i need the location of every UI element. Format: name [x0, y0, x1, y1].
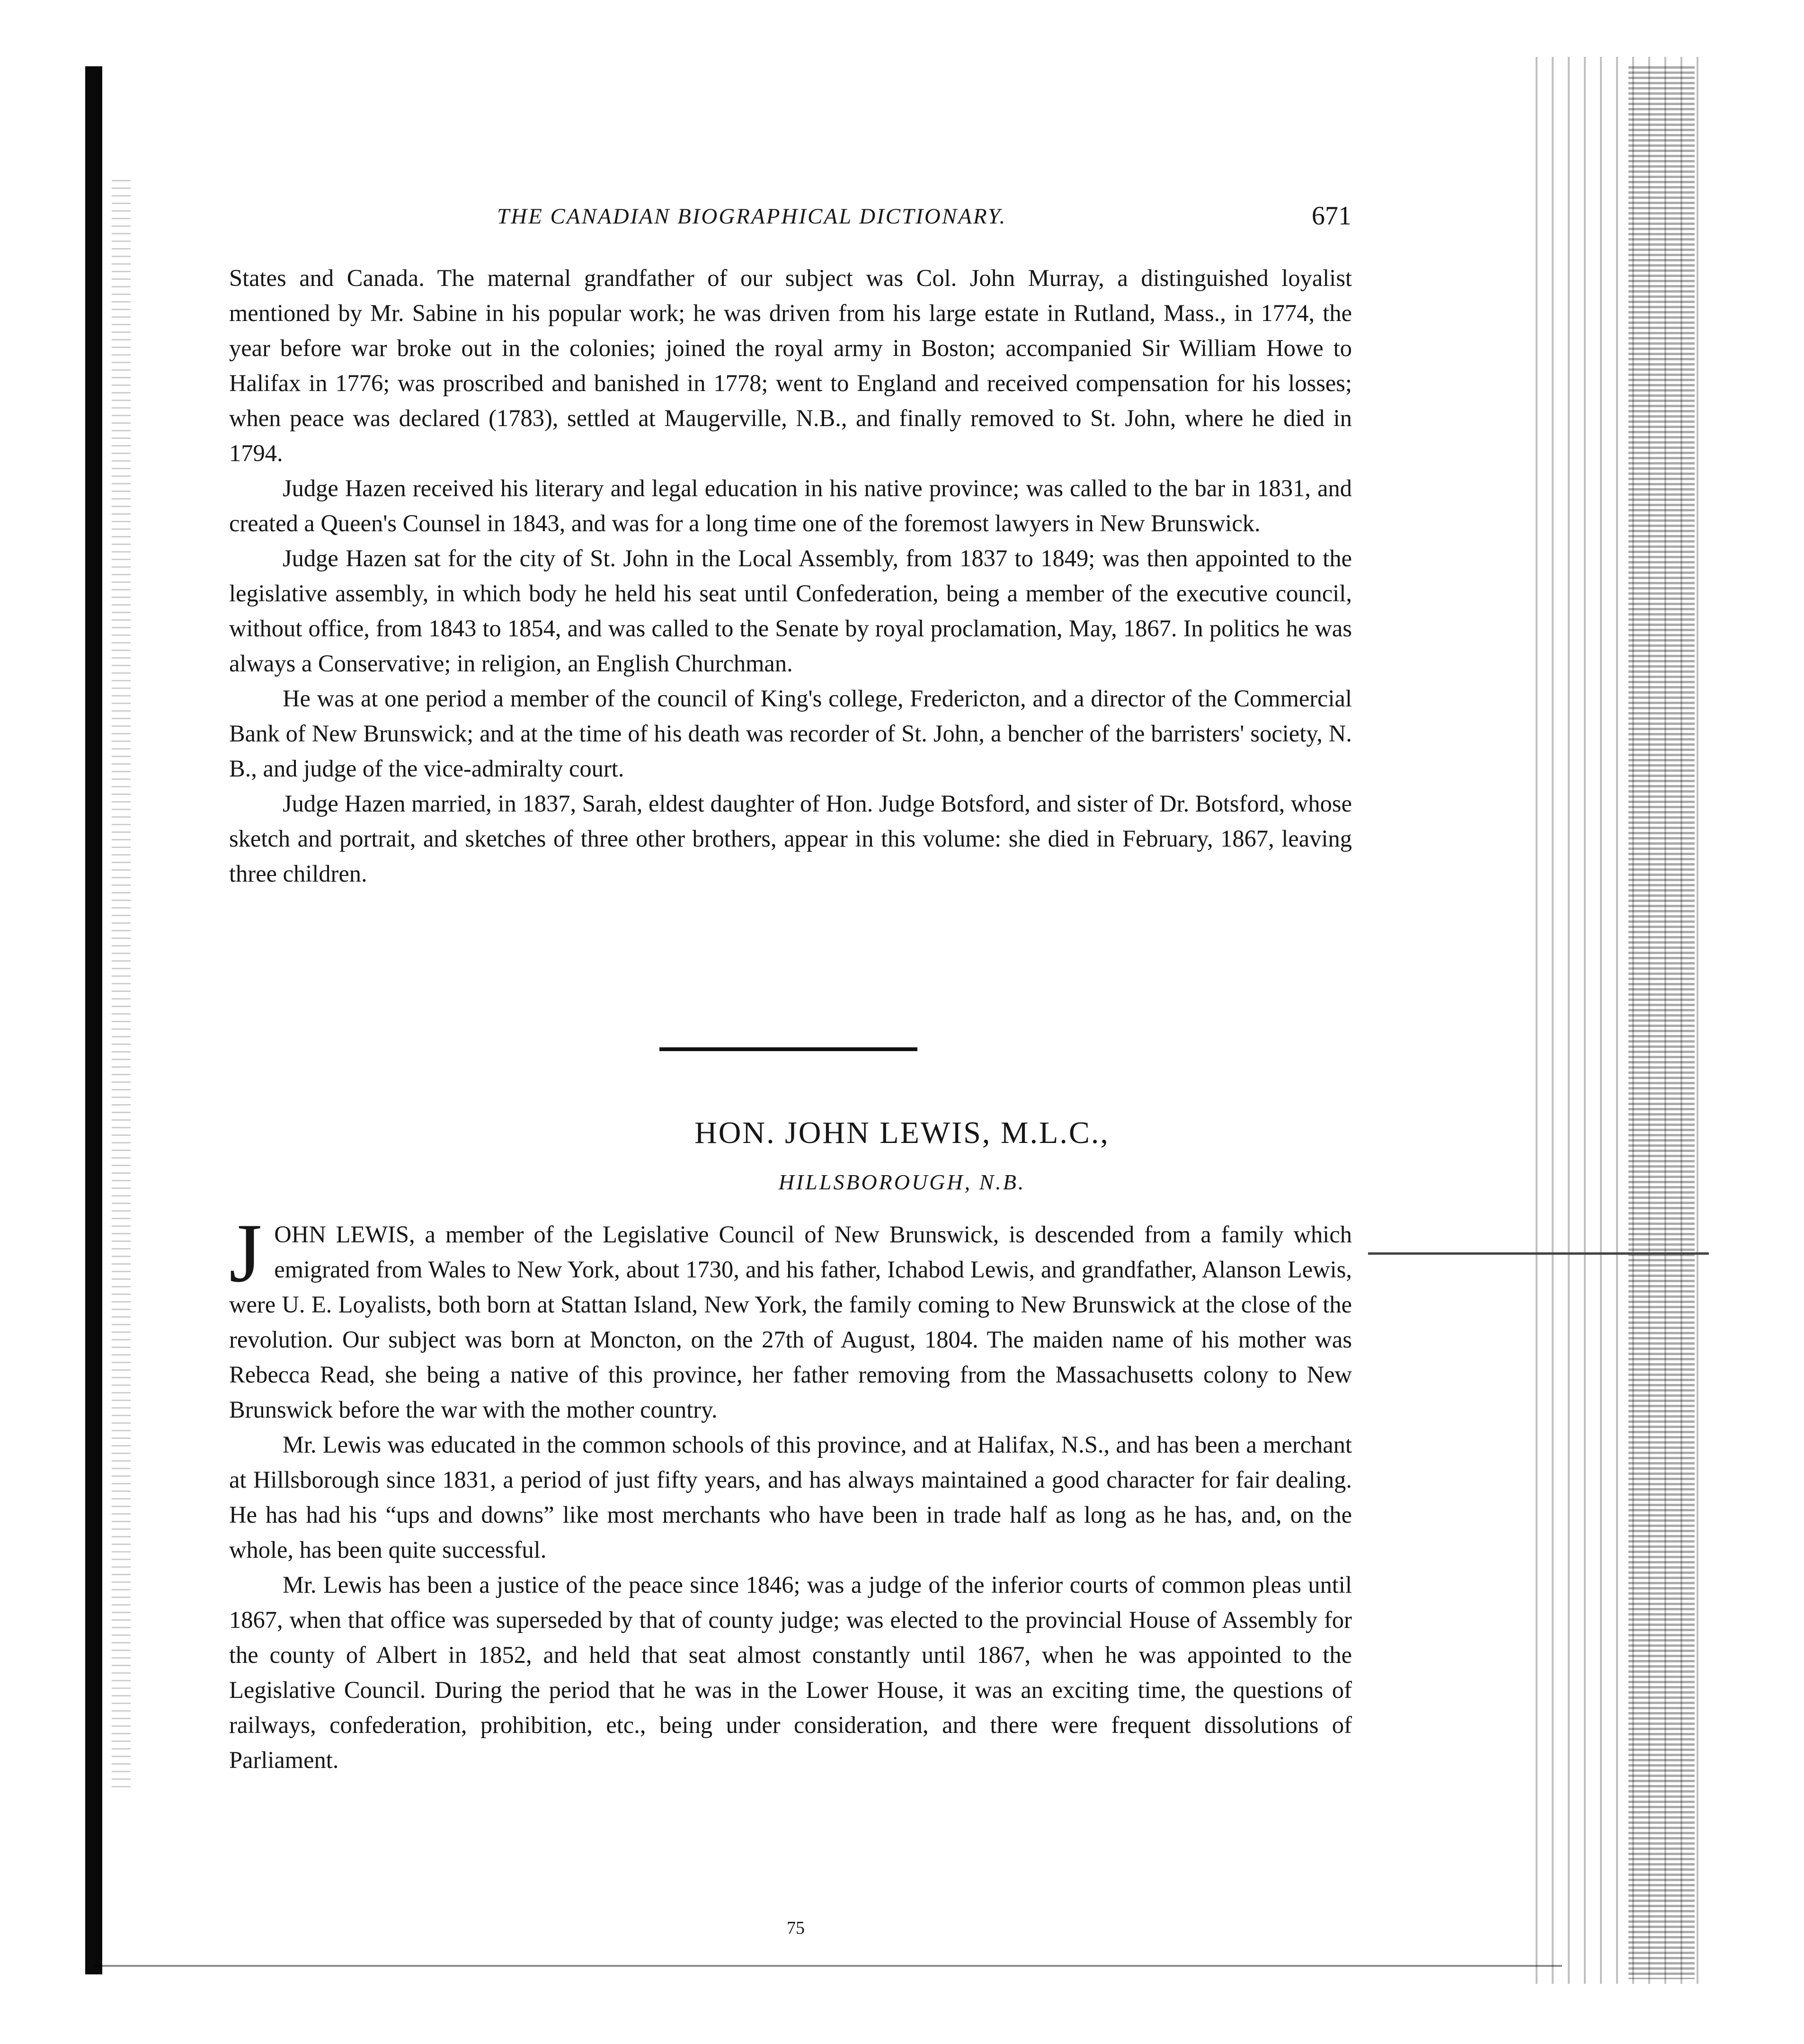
paragraph: Judge Hazen married, in 1837, Sarah, eldest daughter of Hon. Judge Botsford, and sister of Dr. Botsford, whose sketch and portrait, and sketches of three other brothers, appear in this volume: she died in February, 1867, leaving three children.: [229, 790, 1352, 887]
entry-first-paragraph: [229, 1206, 1352, 1427]
drop-cap: J: [229, 1206, 262, 1300]
paragraph: States and Canada. The maternal grandfather of our subject was Col. John Murray, a distinguished loyalist mentioned by Mr. Sabine in his popular work; he was driven from his large estate in Rutland, Mass., in 1774, the year before war broke out in the colonies; joined the royal army in Boston; accompanied Sir William Howe to Halifax in 1776; was proscribed and banished in 1778; went to England and received compensation for his losses; when peace was declared (1783), settled at Maugerville, N.B., and finally removed to St. John, where he died in 1794.: [229, 265, 1352, 466]
signature-mark: 75: [787, 1918, 805, 1938]
running-title: THE CANADIAN BIOGRAPHICAL DICTIONARY.: [497, 204, 1007, 229]
section-divider-rule: [659, 1047, 917, 1051]
paragraph: Mr. Lewis has been a justice of the peace since 1846; was a judge of the inferior courts of common pleas until 1867, when that office was superseded by that of county judge; was elected to the provincial House of Assembly for the county of Albert in 1852, and held that seat almost constantly until 1867, when he was appointed to the Legislative Council. During the period that he was in the Lower House, it was an exciting time, the questions of railways, confederation, prohibition, etc., being under consideration, and there were frequent dissolutions of Parliament.: [229, 1571, 1352, 1773]
page-number: 671: [1312, 201, 1351, 231]
paragraph: Judge Hazen received his literary and legal education in his native province; was called to the bar in 1831, and created a Queen's Counsel in 1843, and was for a long time one of the foremost lawyers in New Brunswick.: [229, 475, 1352, 536]
running-head: [227, 201, 1351, 241]
scan-right-page-edge-dark: [1628, 66, 1695, 1979]
scan-left-speckle: [112, 180, 131, 1790]
previous-entry-continuation: [229, 260, 1352, 891]
entry-place: HILLSBOROUGH, N.B.: [778, 1170, 1026, 1194]
scan-bottom-edge-line: [95, 1965, 1562, 1967]
paragraph: Judge Hazen sat for the city of St. John in the Local Assembly, from 1837 to 1849; was then appointed to the legislative assembly, in which body he held his seat until Confederation, being a member of the executive council, without office, from 1843 to 1854, and was called to the Senate by royal proclamation, May, 1867. In politics he was always a Conservative; in religion, an English Churchman.: [229, 545, 1352, 677]
paragraph: He was at one period a member of the council of King's college, Fredericton, and a director of the Commercial Bank of New Brunswick; and at the time of his death was recorder of St. John, a bencher of the barristers' society, N. B., and judge of the vice-admiralty court.: [229, 685, 1352, 782]
entry-body: [229, 1206, 1352, 1777]
entry-title: HON. JOHN LEWIS, M.L.C.,: [694, 1116, 1110, 1150]
scan-left-binding-shadow: [85, 66, 102, 1974]
paragraph: Mr. Lewis was educated in the common schools of this province, and at Halifax, N.S., and has been a merchant at Hillsborough since 1831, a period of just fifty years, and has always maintained a good character for fair dealing. He has had his “ups and downs” like most merchants who have been in trade half as long as he has, and, on the whole, has been quite successful.: [229, 1431, 1352, 1563]
scan-right-stray-line: [1368, 1252, 1709, 1255]
first-paragraph-text: OHN LEWIS, a member of the Legislative Council of New Brunswick, is descended from a family which emigrated from Wales to New York, about 1730, and his father, Ichabod Lewis, and grandfather, Alanson Lewis, were U. E. Loyalists, both born at Stattan Island, New York, the family coming to New Brunswick at the close of the revolution. Our subject was born at Moncton, on the 27th of August, 1804. The maiden name of his mother was Rebecca Read, she being a native of this province, her father removing from the Massachusetts colony to New Brunswick before the war with the mother country.: [229, 1221, 1352, 1423]
